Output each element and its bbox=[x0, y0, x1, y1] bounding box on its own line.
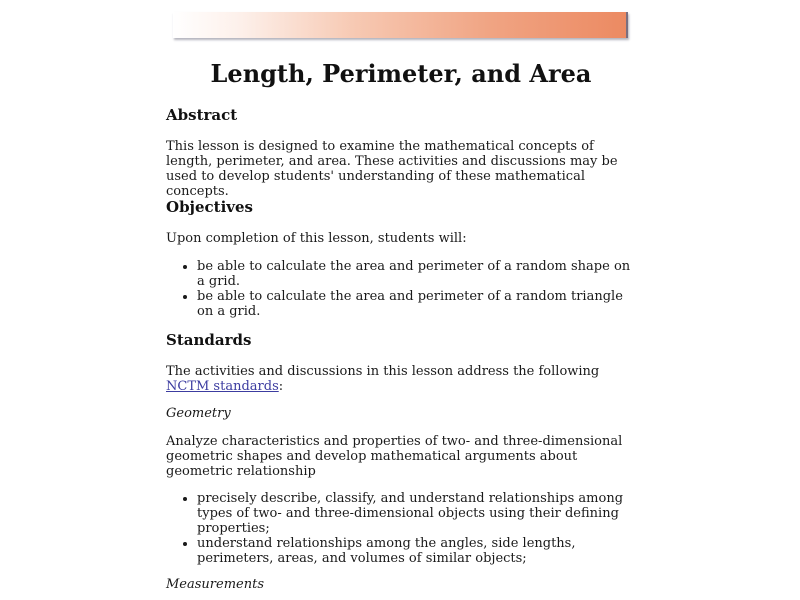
standards-heading: Standards bbox=[166, 331, 252, 349]
geometry-list bbox=[166, 491, 636, 566]
objectives-heading: Objectives bbox=[166, 198, 253, 216]
abstract-heading: Abstract bbox=[166, 106, 238, 124]
geometry-label: Geometry bbox=[166, 406, 231, 421]
standards-intro-text: The activities and discussions in this lesson address the following bbox=[166, 364, 600, 379]
geometry-item: • understand relationships among the angles, side lengths, perimeters, areas, and volumes of similar objects; bbox=[197, 536, 636, 566]
objective-item: • be able to calculate the area and perimeter of a random shape on a grid. bbox=[197, 259, 636, 289]
geometry-text: Analyze characteristics and properties of two- and three-dimensional geometric shapes and develop mathematical arguments about geometric relationship bbox=[166, 434, 623, 479]
nctm-standards-link[interactable]: NCTM standards bbox=[166, 379, 279, 394]
geometry-item: • precisely describe, classify, and understand relationships among types of two- and three-dimensional objects using their defining properties; bbox=[197, 491, 636, 536]
standards-intro-suffix: : bbox=[278, 379, 284, 394]
page-title: Length, Perimeter, and Area bbox=[210, 59, 592, 88]
header-banner bbox=[173, 12, 628, 38]
objective-item: • be able to calculate the area and perimeter of a random triangle on a grid. bbox=[197, 289, 636, 319]
objectives-list bbox=[166, 259, 636, 319]
objectives-intro: Upon completion of this lesson, students will: bbox=[166, 231, 467, 246]
abstract-text: This lesson is designed to examine the mathematical concepts of length, perimeter, and area. These activities and discussions may be used to develop students' understanding of these mathematical concepts. bbox=[166, 139, 618, 199]
standards-intro bbox=[166, 364, 636, 394]
measurements-label: Measurements bbox=[166, 577, 264, 592]
